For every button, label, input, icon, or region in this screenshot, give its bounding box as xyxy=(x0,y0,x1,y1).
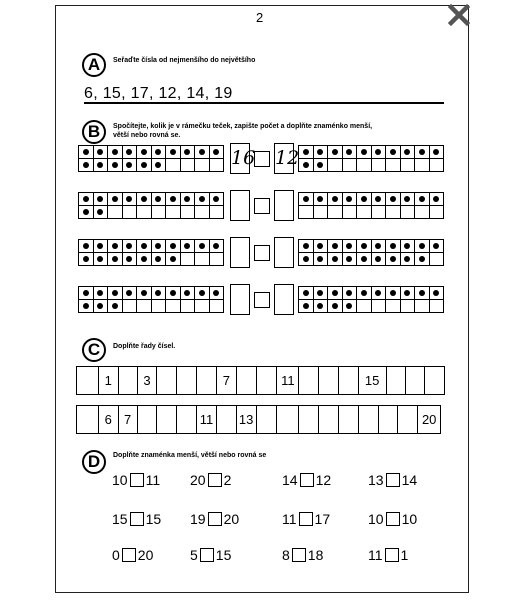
close-icon xyxy=(444,0,474,30)
dot-cell xyxy=(209,240,224,252)
empty-cell xyxy=(400,300,415,312)
dot-cell xyxy=(313,300,328,312)
dot-cell xyxy=(79,146,93,158)
empty-cell xyxy=(342,206,357,218)
sequence-row-1 xyxy=(76,366,445,395)
dot-cell xyxy=(385,193,400,205)
sequence-cell: 1 xyxy=(98,367,118,394)
ten-frame-row xyxy=(298,239,444,253)
comparison-item xyxy=(190,472,231,488)
dot-cell xyxy=(342,300,357,312)
count-answer-box[interactable] xyxy=(230,237,250,268)
sign-answer-box[interactable] xyxy=(254,198,270,214)
dot-cell xyxy=(165,287,180,299)
dot-cell xyxy=(356,240,371,252)
empty-cell xyxy=(122,300,137,312)
comparison-right-number: 17 xyxy=(314,511,331,527)
dot-cell xyxy=(327,146,342,158)
count-answer-box[interactable]: 12 xyxy=(274,143,294,174)
empty-cell xyxy=(299,206,313,218)
empty-cell xyxy=(107,206,122,218)
dot-cell xyxy=(299,146,313,158)
dot-cell xyxy=(165,253,180,265)
dot-cell xyxy=(313,146,328,158)
sequence-blank-cell[interactable] xyxy=(318,367,338,394)
empty-cell xyxy=(429,253,444,265)
dot-cell xyxy=(209,146,224,158)
ten-frame-row xyxy=(298,145,444,159)
dot-cell xyxy=(122,253,137,265)
empty-cell xyxy=(180,300,195,312)
dot-cell xyxy=(180,287,195,299)
section-c-instruction: Doplňte řady čísel. xyxy=(113,343,176,350)
empty-cell xyxy=(429,159,444,171)
dot-cell xyxy=(93,240,108,252)
dot-cell xyxy=(107,159,122,171)
dot-cell xyxy=(194,287,209,299)
sequence-cell: 11 xyxy=(276,367,298,394)
sequence-blank-cell[interactable] xyxy=(176,406,196,433)
dot-cell xyxy=(122,240,137,252)
count-answer-box[interactable]: 16 xyxy=(230,143,250,174)
sequence-blank-cell[interactable] xyxy=(156,406,176,433)
sequence-blank-cell[interactable] xyxy=(156,367,176,394)
empty-cell xyxy=(400,159,415,171)
ten-frame-row xyxy=(78,299,224,313)
dot-cell xyxy=(79,193,93,205)
comparison-item xyxy=(368,472,417,488)
empty-cell xyxy=(194,300,209,312)
comparison-left-number: 10 xyxy=(112,472,128,488)
empty-cell xyxy=(385,300,400,312)
ten-frame-row xyxy=(78,252,224,266)
sequence-cell: 3 xyxy=(137,367,157,394)
sequence-row-2 xyxy=(76,405,441,434)
empty-cell xyxy=(180,159,195,171)
comparison-sign-box[interactable] xyxy=(130,512,144,526)
dot-cell xyxy=(385,146,400,158)
dot-cell xyxy=(151,287,166,299)
dot-cell xyxy=(194,193,209,205)
section-b-letter: B xyxy=(82,120,106,144)
dot-cell xyxy=(79,206,93,218)
dot-cell xyxy=(400,146,415,158)
sequence-blank-cell[interactable] xyxy=(405,367,424,394)
comparison-right-number: 20 xyxy=(137,547,154,563)
dot-cell xyxy=(93,253,108,265)
dot-cell xyxy=(136,193,151,205)
sequence-blank-cell[interactable] xyxy=(77,367,98,394)
dot-cell xyxy=(385,287,400,299)
comparison-sign-box[interactable] xyxy=(122,548,136,562)
empty-cell xyxy=(371,300,386,312)
sequence-blank-cell[interactable] xyxy=(137,406,157,433)
comparison-left-number: 11 xyxy=(368,547,383,563)
comparison-item xyxy=(112,511,161,527)
dot-cell xyxy=(122,159,137,171)
comparison-item xyxy=(190,547,231,563)
dot-cell xyxy=(136,146,151,158)
dot-cell xyxy=(327,240,342,252)
dot-cell xyxy=(414,240,429,252)
section-b-instruction-line2: větší nebo rovná se. xyxy=(113,132,181,139)
ten-frame-row xyxy=(298,158,444,172)
section-a-letter: A xyxy=(82,53,106,77)
dot-cell xyxy=(93,146,108,158)
dot-cell xyxy=(327,300,342,312)
empty-cell xyxy=(180,253,195,265)
comparison-item xyxy=(112,547,153,563)
sequence-cell: 13 xyxy=(236,406,256,433)
sequence-blank-cell[interactable] xyxy=(298,406,318,433)
empty-cell xyxy=(356,206,371,218)
empty-cell xyxy=(400,206,415,218)
dot-cell xyxy=(194,240,209,252)
comparison-right-number: 12 xyxy=(315,472,332,488)
empty-cell xyxy=(151,206,166,218)
sequence-blank-cell[interactable] xyxy=(358,406,378,433)
dot-cell xyxy=(79,287,93,299)
ten-frame-row xyxy=(298,192,444,206)
comparison-left-number: 10 xyxy=(368,511,384,527)
empty-cell xyxy=(414,300,429,312)
ten-frame-row xyxy=(78,145,224,159)
sign-answer-box[interactable] xyxy=(254,151,270,167)
count-answer-box[interactable] xyxy=(274,237,294,268)
comparison-left-number: 8 xyxy=(282,547,290,563)
empty-cell xyxy=(209,253,224,265)
comparison-right-number: 1 xyxy=(400,547,409,563)
sequence-blank-cell[interactable] xyxy=(236,367,256,394)
empty-cell xyxy=(165,159,180,171)
empty-cell xyxy=(122,206,137,218)
sequence-blank-cell[interactable] xyxy=(298,367,318,394)
dot-cell xyxy=(79,253,93,265)
comparison-right-number: 2 xyxy=(223,472,232,488)
dot-cell xyxy=(136,159,151,171)
sequence-blank-cell[interactable] xyxy=(216,406,236,433)
dot-cell xyxy=(209,287,224,299)
close-button[interactable] xyxy=(444,0,474,30)
dot-cell xyxy=(327,287,342,299)
sequence-blank-cell[interactable] xyxy=(338,367,358,394)
empty-cell xyxy=(414,159,429,171)
ten-frame-row xyxy=(78,239,224,253)
empty-cell xyxy=(385,159,400,171)
comparison-left-number: 13 xyxy=(368,472,384,488)
comparison-item xyxy=(190,511,239,527)
dot-cell xyxy=(400,240,415,252)
comparison-item xyxy=(282,472,331,488)
dot-cell xyxy=(313,240,328,252)
dot-cell xyxy=(151,253,166,265)
count-answer-box[interactable] xyxy=(274,190,294,221)
comparison-sign-box[interactable] xyxy=(208,512,222,526)
dot-cell xyxy=(327,193,342,205)
empty-cell xyxy=(414,206,429,218)
dot-cell xyxy=(400,193,415,205)
comparison-right-number: 10 xyxy=(401,511,418,527)
empty-cell xyxy=(180,206,195,218)
dot-cell xyxy=(414,193,429,205)
empty-cell xyxy=(165,300,180,312)
empty-cell xyxy=(356,159,371,171)
dot-cell xyxy=(400,287,415,299)
dot-cell xyxy=(209,193,224,205)
comparison-left-number: 14 xyxy=(282,472,298,488)
dot-cell xyxy=(299,240,313,252)
dot-cell xyxy=(79,159,93,171)
comparison-sign-box[interactable] xyxy=(386,473,400,487)
dot-cell xyxy=(371,253,386,265)
section-d-instruction: Doplňte znaménka menší, větší nebo rovná se xyxy=(113,452,267,459)
comparison-sign-box[interactable] xyxy=(292,548,306,562)
empty-cell xyxy=(313,206,328,218)
section-a-instruction: Seřaďte čísla od nejmenšího do největšího xyxy=(113,57,256,64)
section-a-numbers: 6, 15, 17, 12, 14, 19 xyxy=(84,85,233,102)
comparison-sign-box[interactable] xyxy=(299,512,313,526)
sequence-blank-cell[interactable] xyxy=(424,367,444,394)
dot-cell xyxy=(107,240,122,252)
dot-cell xyxy=(107,287,122,299)
comparison-item xyxy=(282,511,330,527)
dot-cell xyxy=(136,253,151,265)
answer-line xyxy=(84,102,444,104)
comparison-right-number: 15 xyxy=(145,511,162,527)
ten-frame-row xyxy=(298,286,444,300)
comparison-right-number: 15 xyxy=(215,547,232,563)
comparison-right-number: 14 xyxy=(401,472,418,488)
dot-cell xyxy=(107,253,122,265)
dot-cell xyxy=(356,253,371,265)
dot-cell xyxy=(371,146,386,158)
dot-cell xyxy=(356,193,371,205)
sequence-cell: 6 xyxy=(98,406,118,433)
dot-cell xyxy=(299,300,313,312)
comparison-sign-box[interactable] xyxy=(386,512,400,526)
ten-frame-row xyxy=(78,158,224,172)
comparison-right-number: 20 xyxy=(223,511,240,527)
dot-cell xyxy=(299,159,313,171)
dot-cell xyxy=(356,146,371,158)
dot-cell xyxy=(165,146,180,158)
dot-cell xyxy=(122,193,137,205)
dot-cell xyxy=(180,240,195,252)
comparison-right-number: 11 xyxy=(145,472,161,488)
dot-cell xyxy=(93,159,108,171)
dot-cell xyxy=(79,240,93,252)
comparison-sign-box[interactable] xyxy=(208,473,222,487)
sequence-blank-cell[interactable] xyxy=(386,367,406,394)
comparison-sign-box[interactable] xyxy=(200,548,214,562)
ten-frame-row xyxy=(78,286,224,300)
comparison-sign-box[interactable] xyxy=(385,548,399,562)
sequence-blank-cell[interactable] xyxy=(176,367,196,394)
dot-cell xyxy=(385,253,400,265)
comparison-left-number: 20 xyxy=(190,472,206,488)
empty-cell xyxy=(385,206,400,218)
dot-cell xyxy=(180,146,195,158)
dot-cell xyxy=(122,287,137,299)
sequence-blank-cell[interactable] xyxy=(318,406,338,433)
dot-cell xyxy=(400,253,415,265)
comparison-item xyxy=(368,547,408,563)
empty-cell xyxy=(165,206,180,218)
sequence-blank-cell[interactable] xyxy=(256,406,277,433)
sequence-blank-cell[interactable] xyxy=(118,367,137,394)
empty-cell xyxy=(209,206,224,218)
comparison-item xyxy=(282,547,323,563)
comparison-sign-box[interactable] xyxy=(300,473,314,487)
empty-cell xyxy=(429,300,444,312)
dot-cell xyxy=(93,193,108,205)
sequence-blank-cell[interactable] xyxy=(77,406,98,433)
empty-cell xyxy=(209,300,224,312)
sequence-cell: 11 xyxy=(196,406,216,433)
empty-cell xyxy=(429,206,444,218)
dot-cell xyxy=(371,240,386,252)
dot-cell xyxy=(299,253,313,265)
dot-cell xyxy=(107,300,122,312)
sequence-blank-cell[interactable] xyxy=(397,406,417,433)
dot-cell xyxy=(165,240,180,252)
dot-cell xyxy=(313,287,328,299)
dot-cell xyxy=(151,159,166,171)
comparison-item xyxy=(368,511,417,527)
sequence-blank-cell[interactable] xyxy=(256,367,277,394)
dot-cell xyxy=(414,146,429,158)
section-b-instruction-line1: Spočítejte, kolik je v rámečku teček, zapište počet a doplňte znaménko menší, xyxy=(113,123,373,130)
dot-cell xyxy=(136,287,151,299)
sequence-cell: 7 xyxy=(118,406,137,433)
dot-cell xyxy=(356,287,371,299)
empty-cell xyxy=(371,206,386,218)
sequence-blank-cell[interactable] xyxy=(338,406,358,433)
comparison-left-number: 15 xyxy=(112,511,128,527)
ten-frame-row xyxy=(298,205,444,219)
count-answer-box[interactable] xyxy=(274,284,294,315)
count-answer-box[interactable] xyxy=(230,284,250,315)
dot-cell xyxy=(122,146,137,158)
ten-frame-row xyxy=(78,205,224,219)
dot-cell xyxy=(429,146,444,158)
sequence-cell: 7 xyxy=(216,367,236,394)
ten-frame-row xyxy=(298,299,444,313)
comparison-left-number: 5 xyxy=(190,547,198,563)
dot-cell xyxy=(151,240,166,252)
comparison-right-number: 18 xyxy=(307,547,324,563)
sign-answer-box[interactable] xyxy=(254,292,270,308)
dot-cell xyxy=(79,300,93,312)
dot-cell xyxy=(414,287,429,299)
empty-cell xyxy=(327,206,342,218)
empty-cell xyxy=(194,253,209,265)
dot-cell xyxy=(429,287,444,299)
sign-answer-box[interactable] xyxy=(254,245,270,261)
sequence-blank-cell[interactable] xyxy=(378,406,398,433)
dot-cell xyxy=(180,193,195,205)
dot-cell xyxy=(151,146,166,158)
dot-cell xyxy=(151,193,166,205)
dot-cell xyxy=(371,193,386,205)
empty-cell xyxy=(342,159,357,171)
empty-cell xyxy=(151,300,166,312)
dot-cell xyxy=(429,240,444,252)
dot-cell xyxy=(136,240,151,252)
empty-cell xyxy=(194,206,209,218)
dot-cell xyxy=(93,300,108,312)
dot-cell xyxy=(385,240,400,252)
dot-cell xyxy=(313,253,328,265)
empty-cell xyxy=(136,300,151,312)
comparison-sign-box[interactable] xyxy=(130,473,144,487)
dot-cell xyxy=(342,146,357,158)
dot-cell xyxy=(93,206,108,218)
dot-cell xyxy=(93,287,108,299)
comparison-left-number: 11 xyxy=(282,511,297,527)
sequence-blank-cell[interactable] xyxy=(276,406,298,433)
page-number: 2 xyxy=(256,10,264,25)
ten-frame-row xyxy=(298,252,444,266)
empty-cell xyxy=(327,159,342,171)
empty-cell xyxy=(136,206,151,218)
dot-cell xyxy=(165,193,180,205)
empty-cell xyxy=(371,159,386,171)
comparison-item xyxy=(112,472,160,488)
dot-cell xyxy=(107,146,122,158)
sequence-cell: 20 xyxy=(417,406,440,433)
dot-cell xyxy=(414,253,429,265)
dot-cell xyxy=(327,253,342,265)
dot-cell xyxy=(194,146,209,158)
empty-cell xyxy=(356,300,371,312)
comparison-left-number: 19 xyxy=(190,511,206,527)
section-d-letter: D xyxy=(82,450,106,474)
dot-cell xyxy=(429,193,444,205)
dot-cell xyxy=(342,287,357,299)
dot-cell xyxy=(371,287,386,299)
empty-cell xyxy=(209,159,224,171)
dot-cell xyxy=(342,253,357,265)
dot-cell xyxy=(107,193,122,205)
empty-cell xyxy=(194,159,209,171)
sequence-blank-cell[interactable] xyxy=(196,367,216,394)
ten-frame-row xyxy=(78,192,224,206)
dot-cell xyxy=(313,159,328,171)
sequence-cell: 15 xyxy=(358,367,386,394)
count-answer-box[interactable] xyxy=(230,190,250,221)
dot-cell xyxy=(299,287,313,299)
dot-cell xyxy=(313,193,328,205)
dot-cell xyxy=(342,193,357,205)
dot-cell xyxy=(342,240,357,252)
comparison-left-number: 0 xyxy=(112,547,120,563)
section-c-letter: C xyxy=(82,338,106,362)
dot-cell xyxy=(299,193,313,205)
